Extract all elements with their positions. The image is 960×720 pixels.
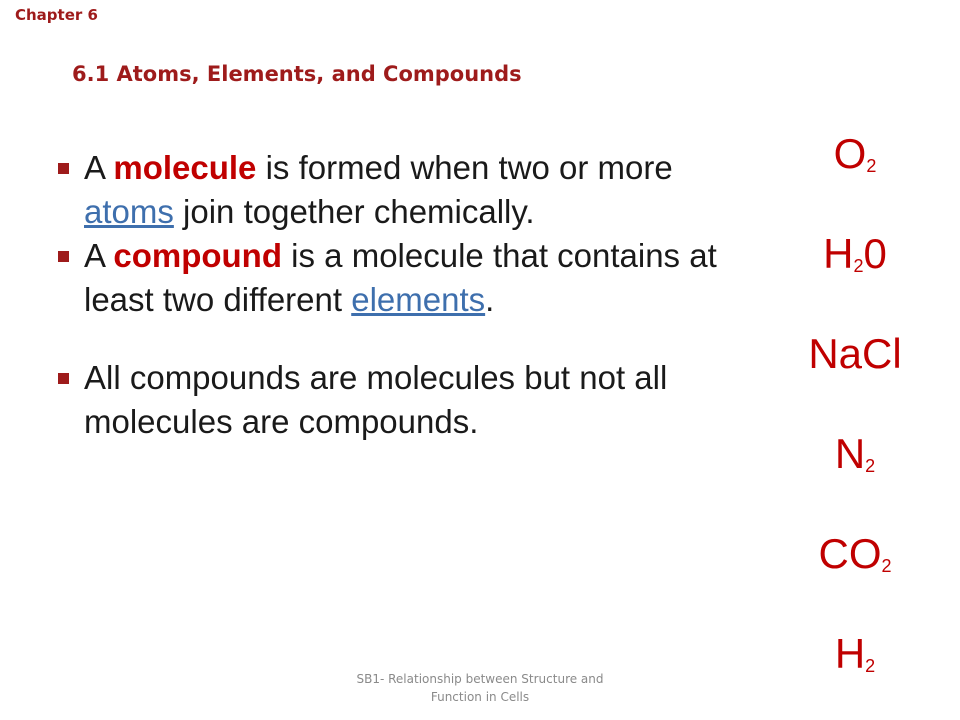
square-bullet-icon [58, 251, 69, 262]
formula-n2: $N_2$ [834, 430, 876, 477]
spacer [58, 322, 738, 356]
formula-nacl: NaCl [808, 330, 902, 377]
bullet-text: join together chemically. [173, 193, 535, 230]
chapter-label: Chapter 6 [15, 6, 98, 24]
bullet-text: A [84, 237, 114, 274]
term-compound: compound [113, 237, 283, 274]
square-bullet-icon [58, 373, 69, 384]
slide-title: 6.1 Atoms, Elements, and Compounds [72, 62, 522, 86]
formula-h2: $H_2$ [834, 630, 876, 677]
square-bullet-icon [58, 163, 69, 174]
bullet-text: is a molecule that contains at least two different [84, 237, 717, 318]
formula-o2: $O_2$ [833, 130, 877, 177]
formula-list [780, 110, 930, 710]
link-elements[interactable]: elements [351, 281, 486, 318]
bullet-item-molecule [58, 146, 738, 234]
bullet-item-compound [58, 234, 738, 322]
slide-footer [330, 670, 630, 706]
bullet-text: . [485, 281, 495, 318]
bullet-item-summary [58, 356, 738, 444]
bullet-text: All compounds are molecules but not all molecules are compounds. [84, 359, 668, 440]
formula-h2o: $H_20$ [823, 230, 887, 277]
footer-line: SB1- Relationship between Structure and [356, 672, 604, 686]
term-molecule: molecule [113, 149, 257, 186]
formula-co2: $CO_2$ [818, 530, 892, 577]
link-atoms[interactable]: atoms [84, 193, 174, 230]
bullet-list [58, 146, 738, 444]
footer-line: Function in Cells [430, 690, 530, 704]
bullet-text: is formed when two or more [256, 149, 673, 186]
bullet-text: A [84, 149, 114, 186]
